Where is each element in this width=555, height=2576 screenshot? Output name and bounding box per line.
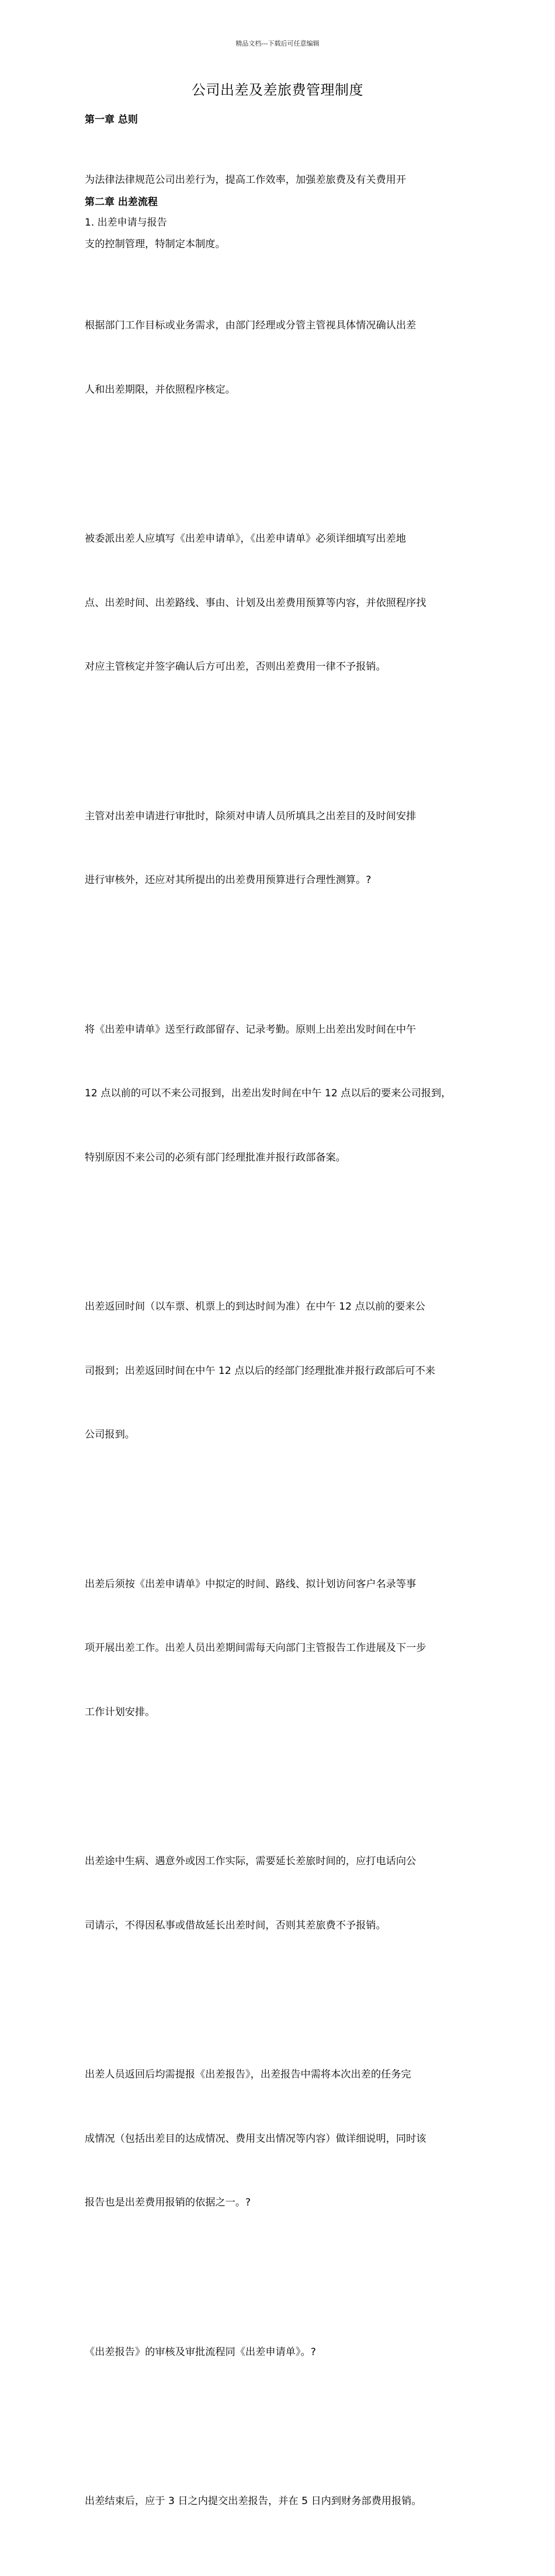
paragraph-line: 出差人员返回后均需提报《出差报告》，出差报告中需将本次出差的任务完 xyxy=(85,2069,411,2080)
chapter-1-heading: 第一章 总则 xyxy=(85,114,138,126)
paragraph-line: 工作计划安排。 xyxy=(85,1706,155,1718)
paragraph-line: 将《出差申请单》送至行政部留存、记录考勤。原则上出差出发时间在中午 xyxy=(85,1023,417,1036)
paragraph-line: 为法律法律规范公司出差行为，提高工作效率，加强差旅费及有关费用开 xyxy=(85,174,407,186)
paragraph-line: 司报到；出差返回时间在中午 12 点以后的经部门经理批准并报行政部后可不来 xyxy=(85,1365,435,1377)
paragraph-line: 支的控制管理，特制定本制度。 xyxy=(85,238,226,250)
chapter-2-heading: 第二章 出差流程 xyxy=(85,196,158,208)
paragraph-p5 xyxy=(85,1254,479,1488)
paragraph-p1 xyxy=(85,272,479,443)
paragraph-p4 xyxy=(85,977,479,1211)
paragraph-line: 特别原因不来公司的必须有部门经理批准并报行政部备案。 xyxy=(85,1151,346,1164)
paragraph-line: 成情况（包括出差目的达成情况、费用支出情况等内容）做详细说明，同时该 xyxy=(85,2132,426,2145)
paragraph-line: 出差返回时间（以车票、机票上的到达时间为准）在中午 12 点以前的要来公 xyxy=(85,1301,425,1313)
body-text xyxy=(85,230,479,2576)
paragraph-line: 《出差报告》的审核及审批流程同《出差申请单》。? xyxy=(85,2346,316,2358)
page-header-note: 精品文档---下载后可任意编辑 xyxy=(235,40,320,47)
paragraph-line: 根据部门工作目标或业务需求，由部门经理或分管主管视具体情况确认出差 xyxy=(85,320,417,331)
paragraph-line: 对应主管核定并签字确认后方可出差，否则出差费用一律不予报销。 xyxy=(85,661,386,673)
paragraph-line: 出差结束后，应于 3 日之内提交出差报告，并在 5 日内到财务部费用报销。 xyxy=(85,2495,422,2507)
paragraph-line: 点、出差时间、出差路线、事由、计划及出差费用预算等内容，并依照程序找 xyxy=(85,597,426,609)
paragraph-p8 xyxy=(85,2021,479,2256)
paragraph-p7 xyxy=(85,1808,479,1979)
paragraph-line: 主管对出差申请进行审批时，除须对申请人员所填具之出差目的及时间安排 xyxy=(85,810,417,822)
paragraph-line: 被委派出差人应填写《出差申请单》，《出差申请单》必须详细填写出差地 xyxy=(85,533,406,545)
paragraph-line: 人和出差期限，并依照程序核定。 xyxy=(85,383,235,396)
paragraph-p9 xyxy=(85,2299,479,2406)
section-1-heading: 1. 出差申请与报告 xyxy=(85,217,167,228)
paragraph-line: 公司报到。 xyxy=(85,1429,135,1441)
paragraph-line: 项开展出差工作。出差人员出差期间需每天向部门主管报告工作进展及下一步 xyxy=(85,1642,426,1654)
paragraph-line: 报告也是出差费用报销的依据之一。? xyxy=(85,2197,251,2208)
paragraph-line: 12 点以前的可以不来公司报到，出差出发时间在中午 12 点以后的要来公司报到， xyxy=(85,1088,452,1099)
document-title: 公司出差及差旅费管理制度 xyxy=(192,82,363,98)
paragraph-p2 xyxy=(85,486,479,721)
paragraph-line: 出差途中生病、遇意外或因工作实际，需要延长差旅时间的，应打电话向公 xyxy=(85,1855,417,1867)
paragraph-line: 司请示，不得因私事或借故延长出差时间，否则其差旅费不予报销。 xyxy=(85,1919,386,1931)
paragraph-p10 xyxy=(85,2448,479,2555)
paragraph-p6 xyxy=(85,1531,479,1766)
paragraph-line: 出差后须按《出差申请单》中拟定的时间、路线、拟计划访问客户名录等事 xyxy=(85,1578,417,1590)
paragraph-line: 进行审核外，还应对其所提出的出差费用预算进行合理性测算。? xyxy=(85,874,372,886)
paragraph-p3 xyxy=(85,763,479,934)
